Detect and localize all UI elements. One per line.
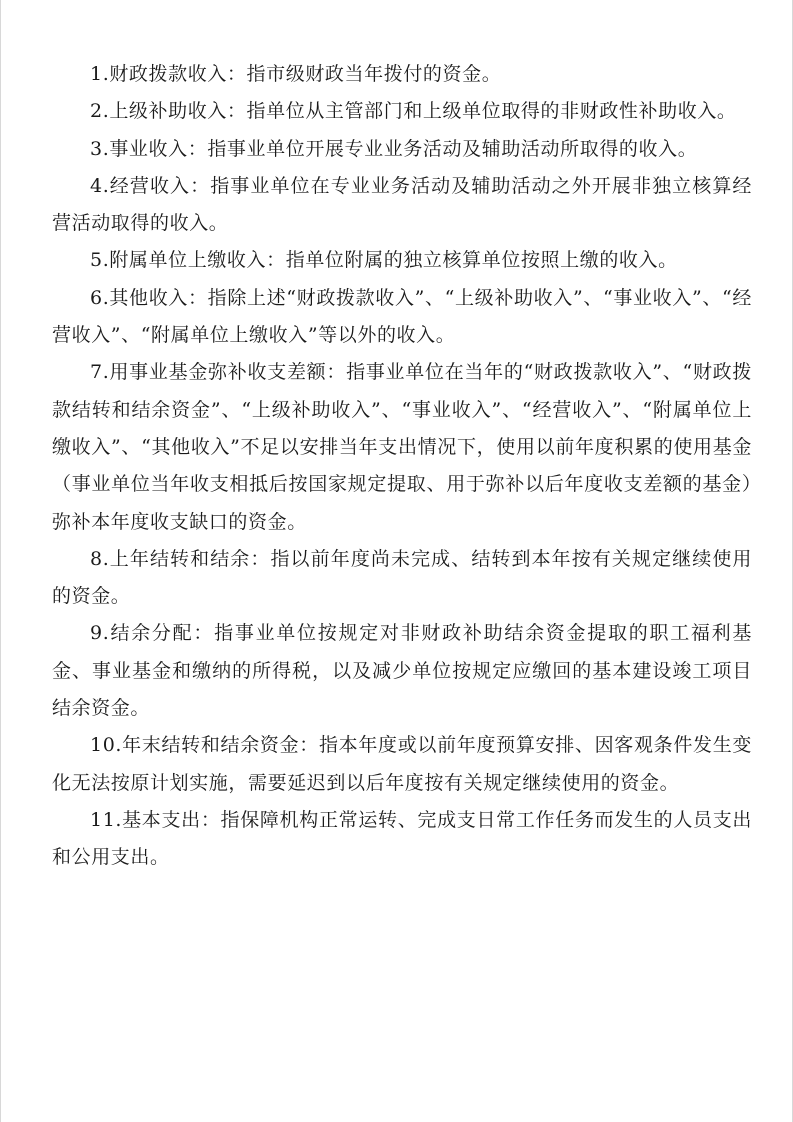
definition-paragraph-5: 5.附属单位上缴收入：指单位附属的独立核算单位按照上缴的收入。: [90, 249, 678, 272]
definition-paragraph-8: 8.上年结转和结余：指以前年度尚未完成、结转到本年按有关规定继续使用的资金。: [52, 547, 752, 608]
definition-paragraph-4: 4.经营收入：指事业单位在专业业务活动及辅助活动之外开展非独立核算经营活动取得的收入。: [52, 174, 752, 235]
definition-paragraph-10: 10.年末结转和结余资金：指本年度或以前年度预算安排、因客观条件发生变化无法按原计划实施，需要延迟到以后年度按有关规定继续使用的资金。: [52, 734, 752, 794]
definition-paragraph-2: 2.上级补助收入：指单位从主管部门和上级单位取得的非财政性补助收入。: [90, 100, 737, 123]
definition-paragraph-1: 1.财政拨款收入：指市级财政当年拨付的资金。: [90, 63, 502, 85]
definition-paragraph-9: 9.结余分配：指事业单位按规定对非财政补助结余资金提取的职工福利基金、事业基金和缴纳的所得税，以及减少单位按规定应缴回的基本建设竣工项目结余资金。: [52, 622, 752, 720]
definition-paragraph-3: 3.事业收入：指事业单位开展专业业务活动及辅助活动所取得的收入。: [90, 137, 698, 160]
definition-paragraph-11: 11.基本支出：指保障机构正常运转、完成支日常工作任务而发生的人员支出和公用支出。: [52, 808, 752, 869]
definition-paragraph-6: 6.其他收入：指除上述“财政拨款收入”、“上级补助收入”、“事业收入”、“经营收入”、“附属单位上缴收入”等以外的收入。: [52, 286, 752, 347]
document-body: [52, 56, 752, 877]
definition-paragraph-7: 7.用事业基金弥补收支差额：指事业单位在当年的“财政拨款收入”、“财政拨款结转和结余资金”、“上级补助收入”、“事业收入”、“经营收入”、“附属单位上缴收入”、“其他收入”不足以安排当年支出情况下，使用以前年度积累的使用基金（事业单位当年收支相抵后按国家规定提取、用于弥补以后年度收支差额的基金）弥补本年度收支缺口的资金。: [52, 361, 752, 533]
